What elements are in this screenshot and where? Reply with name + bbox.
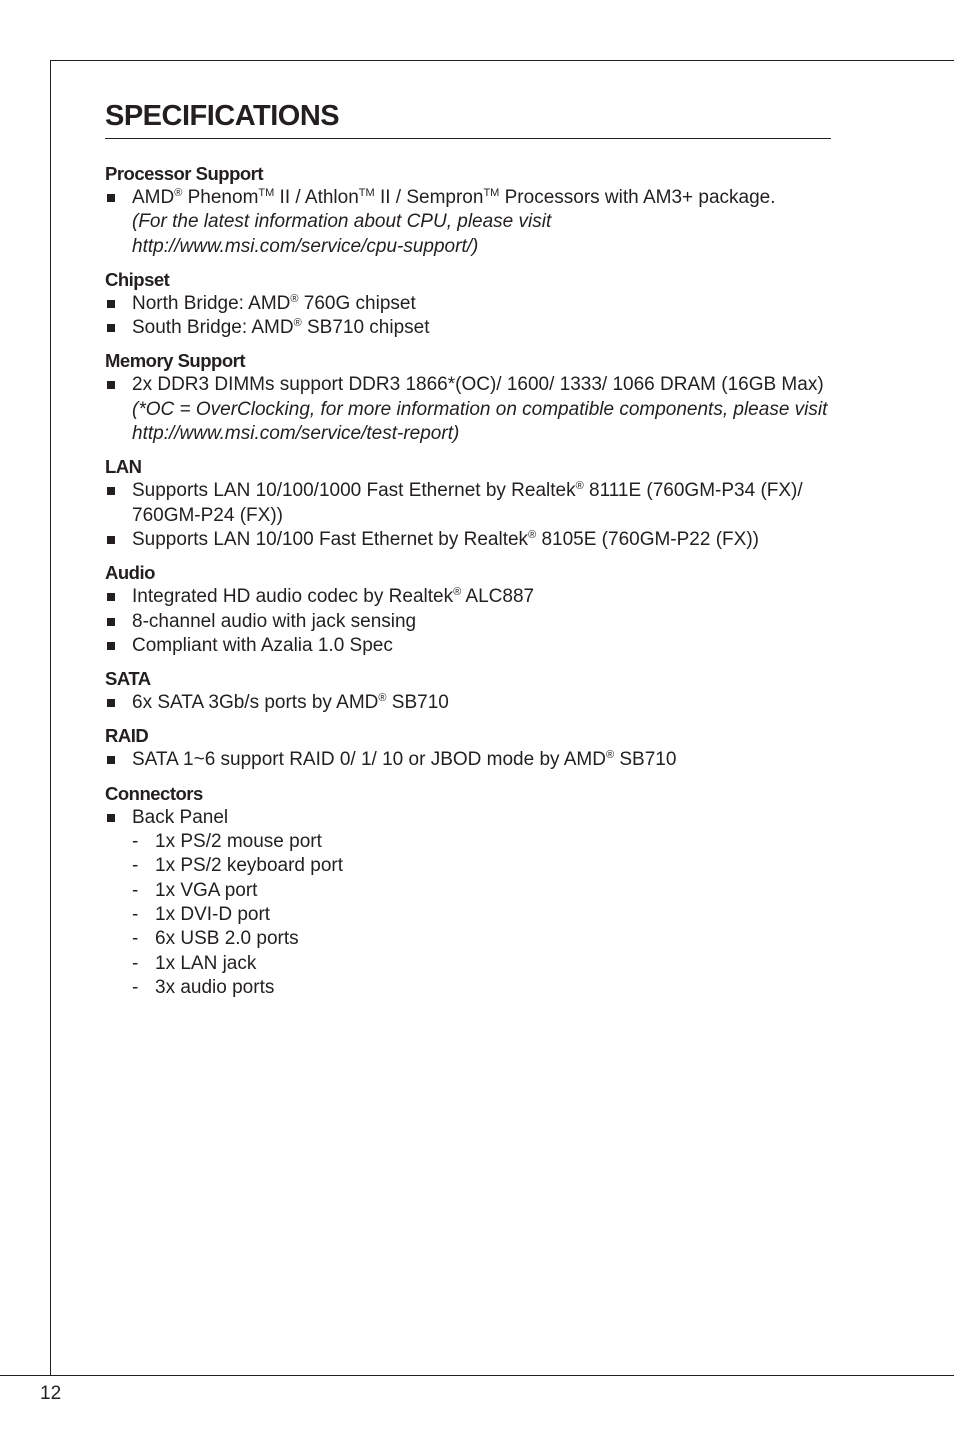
square-bullet-icon xyxy=(107,593,115,601)
bullet-list xyxy=(105,186,831,259)
bullet-list xyxy=(105,806,831,1000)
section-heading: RAID xyxy=(105,725,149,747)
cpu-support-note-line1: (For the latest information about CPU, please visit xyxy=(132,211,552,233)
section-heading: Memory Support xyxy=(105,350,245,372)
page-number: 12 xyxy=(40,1383,62,1404)
section-lan xyxy=(105,455,831,552)
section-connectors xyxy=(105,782,831,1000)
section-processor-support xyxy=(105,162,831,259)
list-item: Back Panel - 1x PS/2 mouse port - 1x PS/2 keyboard port - 1x VGA port - 1x DVI-D port - 6x USB 2.0 ports - 1x LAN jack - 3x audio ports xyxy=(105,806,831,1000)
section-heading: Chipset xyxy=(105,268,170,290)
list-item: North Bridge: AMD® 760G chipset xyxy=(105,292,831,316)
list-item: South Bridge: AMD® SB710 chipset xyxy=(105,316,831,340)
section-audio xyxy=(105,561,831,658)
list-item: AMD® Phenom™ II / Athlon™ II / Sempron™ Processors with AM3+ package. (For the latest information about CPU, please visit http://www.msi.com/service/cpu-support/) xyxy=(105,186,831,259)
port-item: - 1x PS/2 mouse port xyxy=(132,831,322,853)
port-item: - 1x PS/2 keyboard port xyxy=(132,855,343,877)
section-chipset xyxy=(105,268,831,341)
square-bullet-icon xyxy=(107,487,115,495)
square-bullet-icon xyxy=(107,381,115,389)
square-bullet-icon xyxy=(107,536,115,544)
section-heading: Processor Support xyxy=(105,163,264,184)
square-bullet-icon xyxy=(107,300,115,308)
frame-left-rule xyxy=(50,60,51,1375)
bullet-list xyxy=(105,479,831,552)
square-bullet-icon xyxy=(107,642,115,650)
frame-top-rule xyxy=(50,60,954,61)
port-item: - 1x DVI-D port xyxy=(132,903,271,925)
list-item: 8-channel audio with jack sensing xyxy=(105,610,831,634)
section-raid xyxy=(105,724,831,772)
list-item: Integrated HD audio codec by Realtek® ALC887 xyxy=(105,585,831,609)
port-item: - 1x LAN jack xyxy=(132,952,257,974)
specifications-content xyxy=(105,98,831,1000)
square-bullet-icon xyxy=(107,618,115,626)
section-heading: SATA xyxy=(105,668,151,690)
square-bullet-icon xyxy=(107,699,115,707)
list-item: Compliant with Azalia 1.0 Spec xyxy=(105,634,831,658)
bullet-list xyxy=(105,691,831,715)
square-bullet-icon xyxy=(107,756,115,764)
overclocking-note: (*OC = OverClocking, for more information on compatible components, please visit http://www.msi.com/service/test-report) xyxy=(132,398,828,445)
bullet-list xyxy=(105,292,831,341)
back-panel-port-list xyxy=(132,830,831,1000)
list-item: 6x SATA 3Gb/s ports by AMD® SB710 xyxy=(105,691,831,715)
port-item: - 1x VGA port xyxy=(132,879,258,901)
port-item: - 6x USB 2.0 ports xyxy=(132,928,299,950)
cpu-support-note-line2: http://www.msi.com/service/cpu-support/) xyxy=(132,235,479,257)
bullet-list xyxy=(105,748,831,772)
square-bullet-icon xyxy=(107,324,115,332)
frame-bottom-rule xyxy=(0,1375,954,1376)
list-item: Supports LAN 10/100/1000 Fast Ethernet by Realtek® 8111E (760GM-P34 (FX)/ 760GM-P24 (FX)) xyxy=(105,479,831,528)
section-heading: LAN xyxy=(105,456,142,478)
bullet-list xyxy=(105,585,831,658)
bullet-list xyxy=(105,373,831,446)
square-bullet-icon xyxy=(107,194,115,202)
port-item: - 3x audio ports xyxy=(132,976,275,998)
section-sata xyxy=(105,667,831,715)
list-item: Supports LAN 10/100 Fast Ethernet by Realtek® 8105E (760GM-P22 (FX)) xyxy=(105,528,831,552)
list-item: SATA 1~6 support RAID 0/ 1/ 10 or JBOD mode by AMD® SB710 xyxy=(105,748,831,772)
section-heading: Connectors xyxy=(105,782,203,804)
list-item: 2x DDR3 DIMMs support DDR3 1866*(OC)/ 1600/ 1333/ 1066 DRAM (16GB Max) (*OC = OverClocking, for more information on compatible components, please visit http://www.msi.com/service/test-report) xyxy=(105,373,831,446)
page-title: SPECIFICATIONS xyxy=(105,98,831,139)
section-memory-support xyxy=(105,349,831,446)
section-heading: Audio xyxy=(105,562,155,584)
square-bullet-icon xyxy=(107,814,115,822)
